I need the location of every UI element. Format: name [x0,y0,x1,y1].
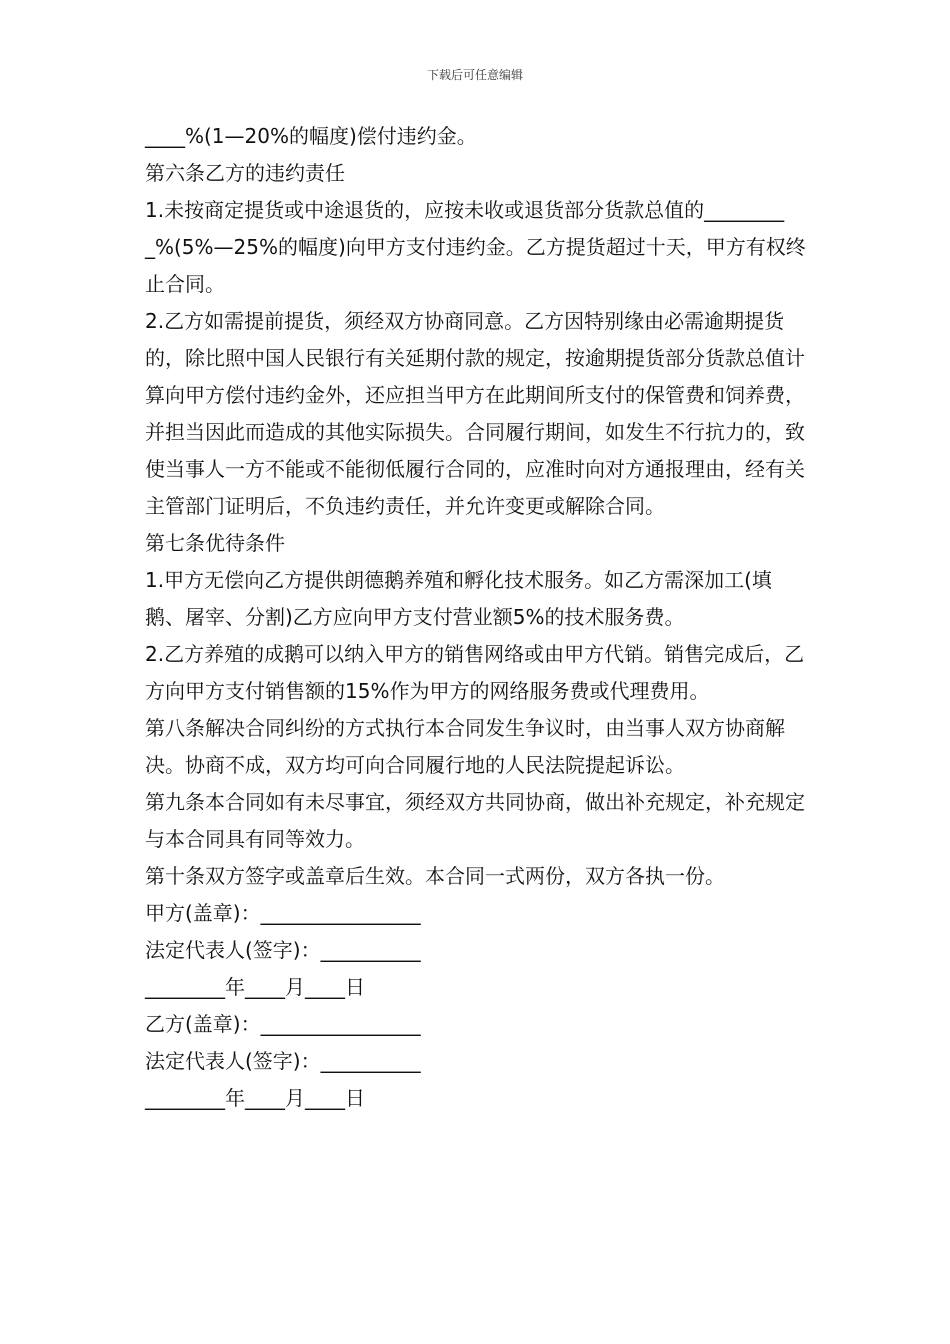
paragraph-article-6-item-2: 2.乙方如需提前提货，须经双方协商同意。乙方因特别缘由必需逾期提货的，除比照中国人民银行有关延期付款的规定，按逾期提货部分货款总值计算向甲方偿付违约金外，还应担当甲方在此期间所支付的保管费和饲养费，并担当因此而造成的其他实际损失。合同履行期间，如发生不行抗力的，致使当事人一方不能或不能彻低履行合同的，应准时向对方通报理由，经有关主管部门证明后，不负违约责任，并允许变更或解除合同。 [145,309,805,518]
paragraph-penalty-rate: ____%(1—20%的幅度)偿付违约金。 [145,124,477,148]
paragraph-article-7-item-2: 2.乙方养殖的成鹅可以纳入甲方的销售网络或由甲方代销。销售完成后，乙方向甲方支付销售额的15%作为甲方的网络服务费或代理费用。 [145,642,805,703]
page-header-note: 下载后可任意编辑 [426,68,523,82]
party-a-seal-line: 甲方(盖章)：________________ [145,901,421,925]
paragraph-article-6-item-1: 1.未按商定提货或中途退货的，应按未收或退货部分货款总值的_________%(5%—25%的幅度)向甲方支付违约金。乙方提货超过十天，甲方有权终止合同。 [145,198,806,296]
party-a-representative-line: 法定代表人(签字)：__________ [145,938,421,962]
party-b-representative-line: 法定代表人(签字)：__________ [145,1049,421,1073]
heading-article-6: 第六条乙方的违约责任 [145,161,345,185]
paragraph-article-8: 第八条解决合同纠纷的方式执行本合同发生争议时，由当事人双方协商解决。协商不成，双方均可向合同履行地的人民法院提起诉讼。 [145,716,785,777]
party-b-seal-line: 乙方(盖章)：________________ [145,1012,421,1036]
heading-article-7: 第七条优待条件 [145,531,285,555]
paragraph-article-10: 第十条双方签字或盖章后生效。本合同一式两份，双方各执一份。 [145,864,725,888]
paragraph-article-7-item-1: 1.甲方无偿向乙方提供朗德鹅养殖和孵化技术服务。如乙方需深加工(填鹅、屠宰、分割)乙方应向甲方支付营业额5%的技术服务费。 [145,568,772,629]
party-b-date-line: ________年____月____日 [145,1086,365,1110]
paragraph-article-9: 第九条本合同如有未尽事宜，须经双方共同协商，做出补充规定，补充规定与本合同具有同等效力。 [145,790,805,851]
contract-body [145,118,809,1117]
party-a-date-line: ________年____月____日 [145,975,365,999]
